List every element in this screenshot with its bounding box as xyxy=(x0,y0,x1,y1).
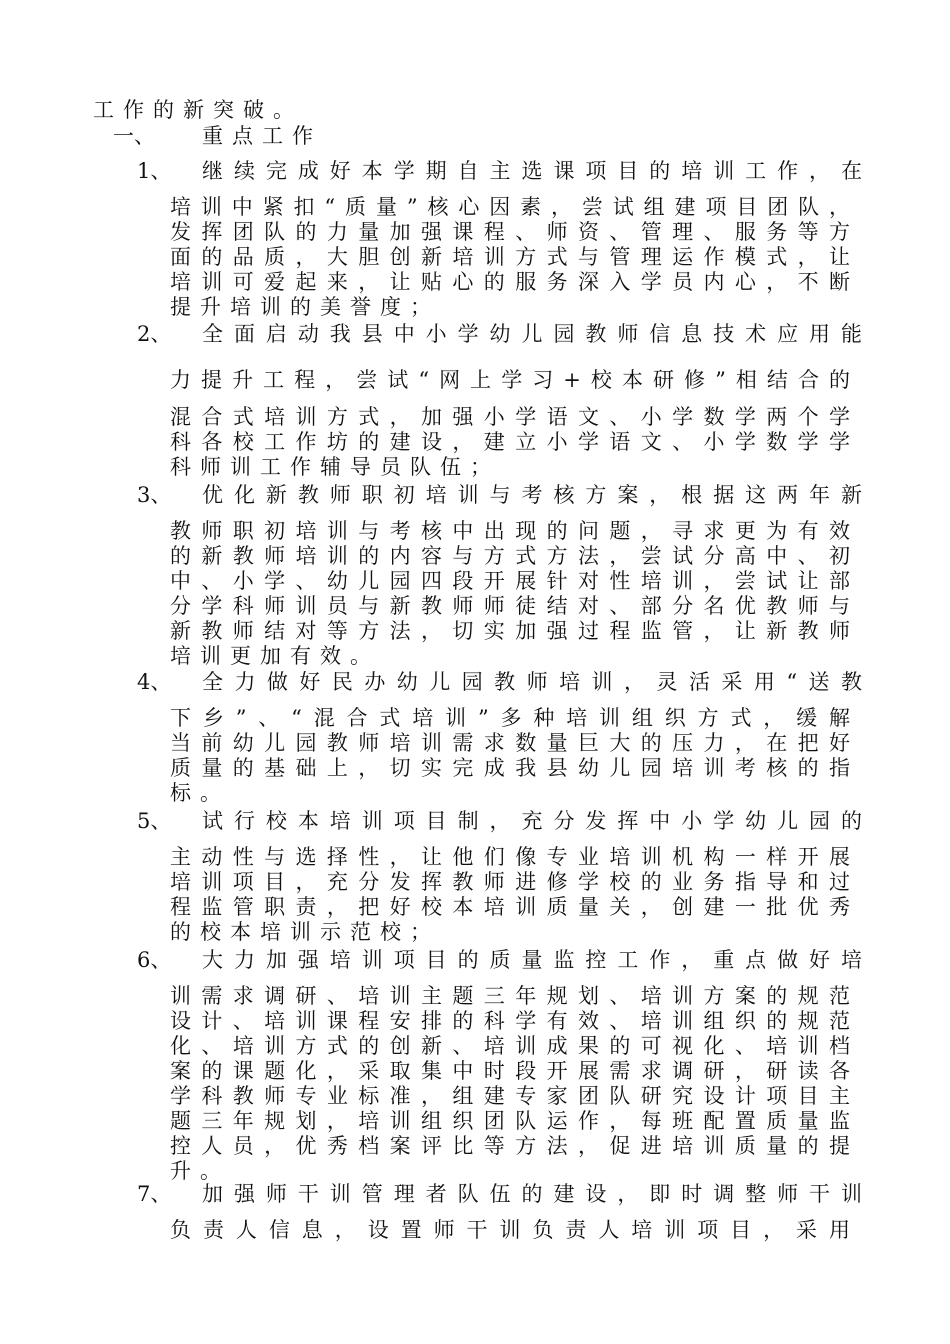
item-line: 题三年规划，培训组织团队运作，每班配置质量监 xyxy=(170,1109,850,1133)
item-line: 新教师结对等方法，切实加强过程监管，让新教师 xyxy=(170,619,850,643)
item-line: 程监管职责，把好校本培训质量关，创建一批优秀 xyxy=(170,895,850,919)
item-line: 控人员，优秀档案评比等方法，促进培训质量的提 xyxy=(170,1134,850,1158)
section-title: 重点工作 xyxy=(202,124,322,148)
item-line: 面的品质，大胆创新培训方式与管理运作模式，让 xyxy=(170,245,850,269)
item-line: 混合式培训方式，加强小学语文、小学数学两个学 xyxy=(170,405,850,429)
item-line: 下乡”、“混合式培训”多种培训组织方式，缓解 xyxy=(170,706,850,730)
item-line: 科师训工作辅导员队伍； xyxy=(170,455,500,479)
item-line: 中、小学、幼儿园四段开展针对性培训，尝试让部 xyxy=(170,569,850,593)
item-line: 提升培训的美誉度； xyxy=(170,295,440,319)
item-line: 设计、培训课程安排的科学有效、培训组织的规范 xyxy=(170,1009,850,1033)
item-first-line: 优化新教师职初培训与考核方案，根据这两年新 xyxy=(202,483,862,507)
intro-line: 工作的新突破。 xyxy=(93,98,303,122)
item-line: 培训项目，充分发挥教师进修学校的业务指导和过 xyxy=(170,870,850,894)
item-number: 5、 xyxy=(137,809,172,833)
item-line: 升。 xyxy=(170,1159,230,1183)
item-number: 2、 xyxy=(137,322,172,346)
section-number: 一、 xyxy=(113,124,155,148)
item-line: 培训可爱起来，让贴心的服务深入学员内心，不断 xyxy=(170,270,850,294)
item-line: 力提升工程，尝试“网上学习+校本研修”相结合的 xyxy=(170,368,850,392)
item-first-line: 继续完成好本学期自主选课项目的培训工作，在 xyxy=(202,159,862,183)
item-first-line: 加强师干训管理者队伍的建设，即时调整师干训 xyxy=(202,1182,862,1206)
item-line: 教师职初培训与考核中出现的问题，寻求更为有效 xyxy=(170,519,850,543)
item-first-line: 大力加强培训项目的质量监控工作，重点做好培 xyxy=(202,948,862,972)
item-number: 7、 xyxy=(137,1182,172,1206)
item-line: 当前幼儿园教师培训需求数量巨大的压力，在把好 xyxy=(170,731,850,755)
item-line: 质量的基础上，切实完成我县幼儿园培训考核的指 xyxy=(170,756,850,780)
item-line: 学科教师专业标准，组建专家团队研究设计项目主 xyxy=(170,1084,850,1108)
item-line: 的校本培训示范校； xyxy=(170,920,440,944)
item-line: 主动性与选择性，让他们像专业培训机构一样开展 xyxy=(170,845,850,869)
item-number: 6、 xyxy=(137,948,172,972)
item-line: 化、培训方式的创新、培训成果的可视化、培训档 xyxy=(170,1034,850,1058)
item-line: 发挥团队的力量加强课程、师资、管理、服务等方 xyxy=(170,220,850,244)
item-first-line: 试行校本培训项目制，充分发挥中小学幼儿园的 xyxy=(202,809,862,833)
item-first-line: 全力做好民办幼儿园教师培训，灵活采用“送教 xyxy=(202,670,862,694)
item-line: 培训中紧扣“质量”核心因素，尝试组建项目团队， xyxy=(170,195,850,219)
item-line: 培训更加有效。 xyxy=(170,644,380,668)
item-first-line: 全面启动我县中小学幼儿园教师信息技术应用能 xyxy=(202,322,862,346)
item-number: 3、 xyxy=(137,483,172,507)
item-line: 训需求调研、培训主题三年规划、培训方案的规范 xyxy=(170,984,850,1008)
item-line: 分学科师训员与新教师师徒结对、部分名优教师与 xyxy=(170,594,850,618)
item-number: 4、 xyxy=(137,670,172,694)
item-line: 的新教师培训的内容与方式方法，尝试分高中、初 xyxy=(170,544,850,568)
item-line: 标。 xyxy=(170,781,230,805)
item-line: 负责人信息，设置师干训负责人培训项目，采用 xyxy=(170,1218,850,1242)
item-number: 1、 xyxy=(137,159,172,183)
item-line: 科各校工作坊的建设，建立小学语文、小学数学学 xyxy=(170,430,850,454)
item-line: 案的课题化，采取集中时段开展需求调研，研读各 xyxy=(170,1059,850,1083)
